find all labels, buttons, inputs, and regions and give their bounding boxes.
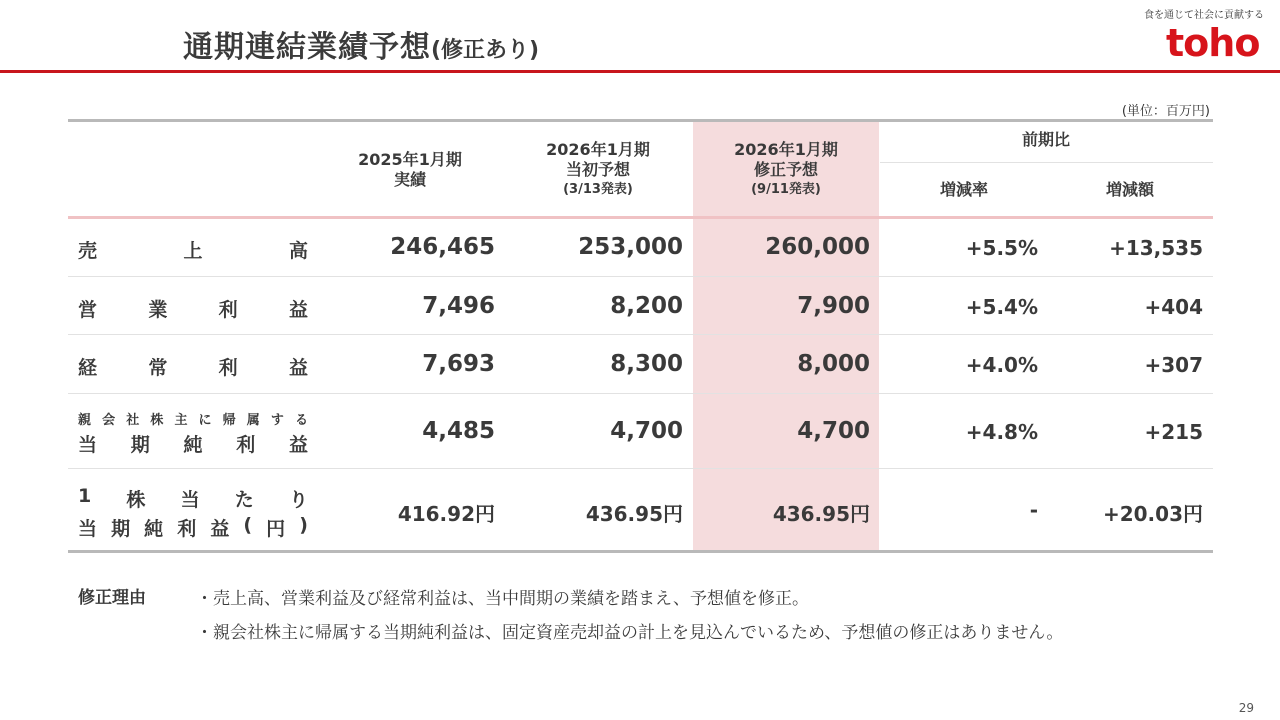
revision-reason-line: ・売上高、営業利益及び経常利益は、当中間期の業績を踏まえ、予想値を修正。 [196, 589, 810, 609]
cell-rate: +4.0% [965, 353, 1038, 377]
cell-amount: +404 [1144, 295, 1203, 319]
header-line: 2026年1月期 [734, 140, 838, 159]
label-char: 1 [78, 485, 92, 507]
label-char: 業 [148, 299, 168, 321]
label-char: 株 [150, 413, 164, 428]
revision-reason-line: ・親会社株主に帰属する当期純利益は、固定資産売却益の計上を見込んでいるため、予想値の修正はありません。 [196, 623, 1064, 643]
label-char: ) [299, 514, 308, 536]
label-char: 経 [78, 357, 98, 379]
header-line: 2025年1月期 [358, 150, 462, 169]
title-suffix: (修正あり) [431, 38, 540, 63]
company-tagline: 食を通じて社会に貢献する [1144, 10, 1264, 21]
label-char: 期 [130, 434, 150, 456]
label-char: 円 [266, 518, 286, 540]
cell-value: 246,465 [390, 234, 495, 260]
row-label-operating-profit [78, 295, 308, 322]
comparison-subheader-line [880, 162, 1213, 163]
cell-value: 8,300 [610, 351, 683, 377]
label-char: 利 [177, 518, 197, 540]
unit-note: (単位：百万円) [1121, 104, 1210, 119]
cell-value: 8,000 [797, 351, 870, 377]
label-char: 売 [78, 240, 98, 262]
cell-amount: +215 [1144, 420, 1203, 444]
header-separator [68, 216, 1213, 219]
page-title [183, 22, 539, 66]
label-char: り [288, 489, 308, 511]
label-char: 高 [288, 240, 308, 262]
row-label-ordinary-profit [78, 353, 308, 380]
label-char: 益 [210, 518, 230, 540]
header-line: (9/11発表) [751, 182, 821, 197]
label-char: 利 [218, 299, 238, 321]
page-number: 29 [1238, 701, 1254, 715]
row-divider [68, 468, 1213, 469]
header-line: 2026年1月期 [546, 140, 650, 159]
row-label-eps [78, 485, 308, 541]
cell-value: 4,485 [422, 418, 495, 444]
header-line: 実績 [393, 170, 426, 189]
cell-amount: +307 [1144, 353, 1203, 377]
revision-reason-title: 修正理由 [78, 588, 146, 608]
header-line: 当初予想 [565, 160, 630, 179]
label-char: 社 [126, 413, 140, 428]
cell-rate: +4.8% [965, 420, 1038, 444]
label-char: 益 [288, 357, 308, 379]
label-char: 当 [180, 489, 200, 511]
row-divider [68, 393, 1213, 394]
cell-value: 4,700 [797, 418, 870, 444]
label-char: 親 [78, 413, 92, 428]
table-bottom-border [68, 550, 1213, 553]
header-comparison: 前期比 [1021, 130, 1070, 149]
label-char: 主 [174, 413, 188, 428]
label-char: 期 [111, 518, 131, 540]
label-char: 上 [183, 240, 203, 262]
cell-value: 260,000 [765, 234, 870, 260]
header-line: 修正予想 [753, 160, 818, 179]
cell-rate: - [1029, 498, 1038, 522]
label-char: ( [243, 514, 253, 536]
label-char: 当 [78, 518, 98, 540]
cell-amount: +13,535 [1109, 236, 1203, 260]
cell-value: 7,496 [422, 293, 495, 319]
header-change-amount: 増減額 [1105, 180, 1154, 199]
company-logo: toho [1166, 21, 1260, 65]
label-char: 純 [144, 518, 164, 540]
label-char: 属 [246, 413, 260, 428]
label-char: 営 [78, 299, 98, 321]
label-char: 当 [78, 434, 98, 456]
label-char: 会 [102, 413, 116, 428]
label-char: 益 [288, 299, 308, 321]
header-fy2025-actual [330, 150, 490, 190]
cell-amount: +20.03円 [1102, 502, 1203, 526]
label-char: る [294, 413, 308, 428]
row-label-net-income-attributable [78, 409, 308, 457]
cell-value: 436.95円 [772, 502, 870, 526]
cell-value: 416.92円 [397, 502, 495, 526]
cell-value: 436.95円 [585, 502, 683, 526]
label-char: す [270, 413, 284, 428]
cell-value: 8,200 [610, 293, 683, 319]
header-fy2026-revised [706, 140, 866, 200]
label-char: た [234, 489, 254, 511]
header-line: (3/13発表) [563, 182, 633, 197]
label-char: に [198, 413, 212, 428]
header-change-rate: 増減率 [939, 180, 988, 199]
cell-rate: +5.5% [965, 236, 1038, 260]
cell-value: 253,000 [578, 234, 683, 260]
header-fy2026-initial [518, 140, 678, 200]
label-char: 利 [218, 357, 238, 379]
row-divider [68, 334, 1213, 335]
label-char: 利 [236, 434, 256, 456]
label-char: 帰 [222, 413, 236, 428]
header-divider [0, 70, 1280, 73]
label-char: 株 [126, 489, 146, 511]
row-divider [68, 276, 1213, 277]
table-top-border [68, 119, 1213, 122]
row-label-net-sales [78, 236, 308, 263]
cell-value: 7,900 [797, 293, 870, 319]
cell-value: 4,700 [610, 418, 683, 444]
label-char: 常 [148, 357, 168, 379]
cell-value: 7,693 [422, 351, 495, 377]
label-char: 純 [183, 434, 203, 456]
label-char: 益 [288, 434, 308, 456]
title-main: 通期連結業績予想 [183, 30, 431, 65]
cell-rate: +5.4% [965, 295, 1038, 319]
